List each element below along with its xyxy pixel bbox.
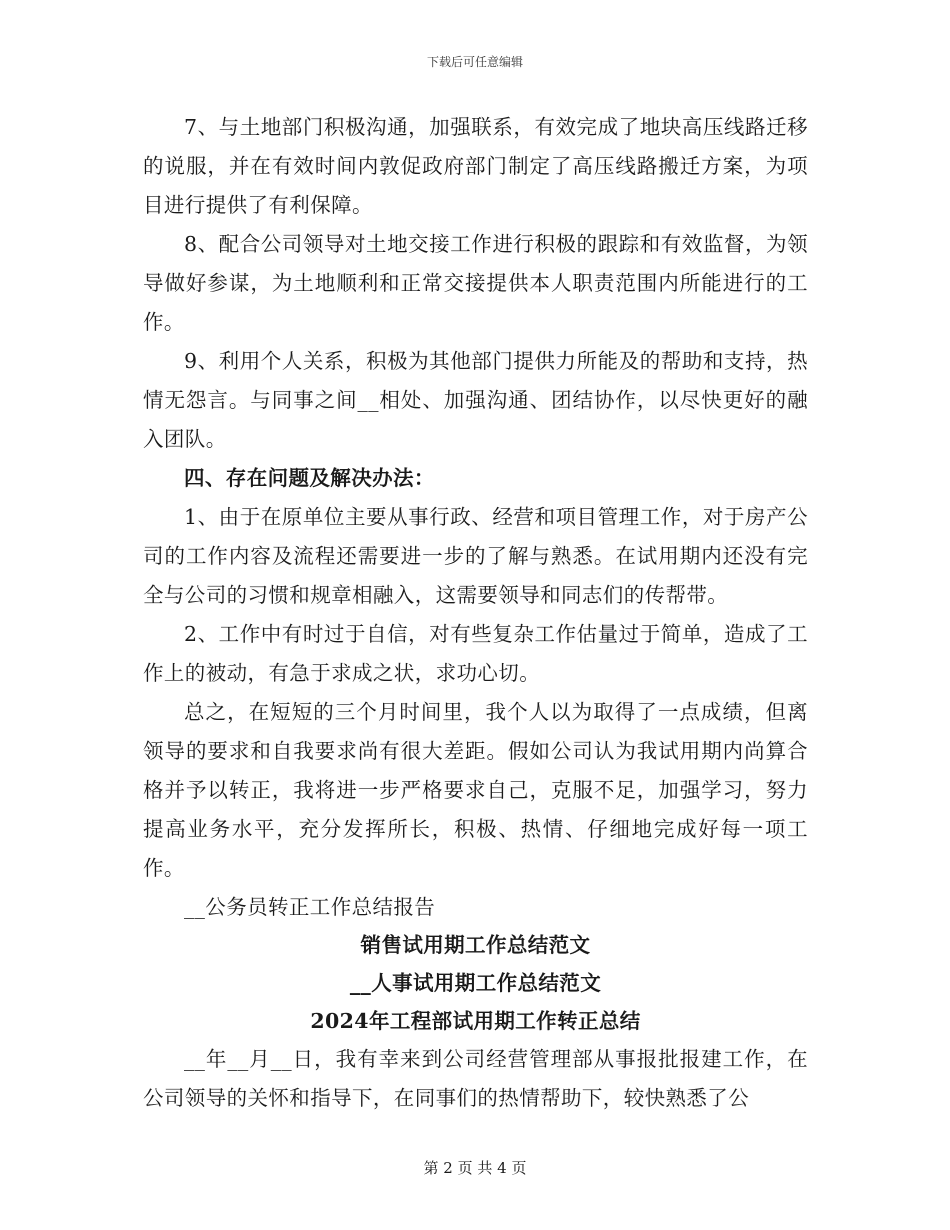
paragraph-item-9: 9、利用个人关系，积极为其他部门提供力所能及的帮助和支持，热情无怨言。与同事之间__相处、加强沟通、团结协作，以尽快更好的融入团队。 (143, 349, 808, 451)
problem-item-1: 1、由于在原单位主要从事行政、经营和项目管理工作，对于房产公司的工作内容及流程还需要进一步的了解与熟悉。在试用期内还没有完全与公司的习惯和规章相融入，这需要领导和同志们的传帮带。 (143, 505, 808, 607)
page-number-footer: 第 2 页 共 4 页 (423, 1159, 527, 1177)
paragraph-item-8: 8、配合公司领导对土地交接工作进行积极的跟踪和有效监督，为领导做好参谋，为土地顺利和正常交接提供本人职责范围内所能进行的工作。 (143, 232, 808, 334)
section-heading-problems: 四、存在问题及解决办法： (184, 466, 435, 490)
article-title-engineering: 2024年工程部试用期工作转正总结 (310, 1009, 641, 1033)
document-body (143, 108, 808, 1118)
article-title-hr: __人事试用期工作总结范文 (349, 971, 602, 995)
conclusion-paragraph: 总之，在短短的三个月时间里，我个人以为取得了一点成绩，但离领导的要求和自我要求尚有很大差距。假如公司认为我试用期内尚算合格并予以转正，我将进一步严格要求自己，克服不足，加强学习，努力提高业务水平，充分发挥所长，积极、热情、仔细地完成好每一项工作。 (143, 700, 808, 880)
article-title-sales: 销售试用期工作总结范文 (360, 933, 591, 957)
paragraph-item-7: 7、与土地部门积极沟通，加强联系，有效完成了地块高压线路迁移的说服，并在有效时间内敦促政府部门制定了高压线路搬迁方案，为项目进行提供了有利保障。 (143, 115, 808, 217)
engineering-intro-paragraph: __年__月__日，我有幸来到公司经营管理部从事报批报建工作，在公司领导的关怀和指导下，在同事们的热情帮助下，较快熟悉了公 (143, 1047, 808, 1110)
page-header-note: 下载后可任意编辑 (426, 55, 523, 69)
problem-item-2: 2、工作中有时过于自信，对有些复杂工作估量过于简单，造成了工作上的被动，有急于求成之状，求功心切。 (143, 622, 808, 685)
related-article-line: __公务员转正工作总结报告 (184, 895, 436, 919)
